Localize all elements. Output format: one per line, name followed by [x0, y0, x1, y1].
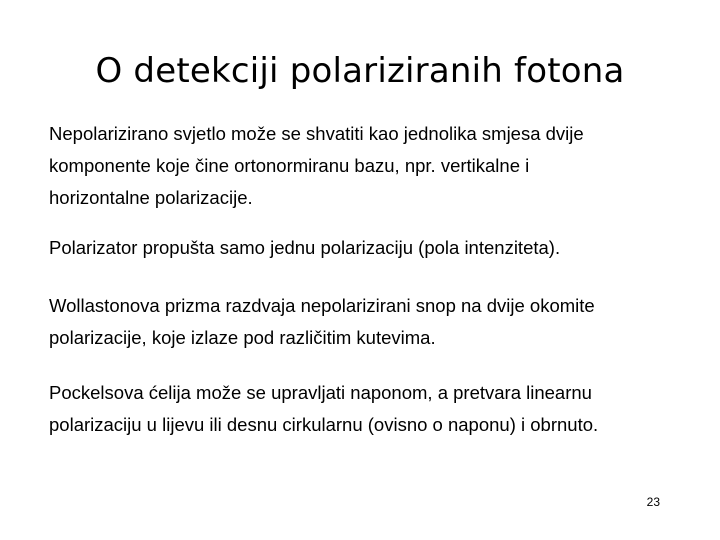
page-number: 23 [646, 495, 660, 509]
paragraph-line: horizontalne polarizacije. [49, 187, 253, 208]
paragraph-unpolarized-light [49, 118, 689, 214]
paragraph-line: Nepolarizirano svjetlo može se shvatiti kao jednolika smjesa dvije [49, 123, 584, 144]
slide-title: O detekciji polariziranih fotona [95, 51, 625, 91]
paragraph-line: polarizaciju u lijevu ili desnu cirkularnu (ovisno o naponu) i obrnuto. [49, 414, 599, 435]
paragraph-pockels-cell [49, 377, 689, 441]
paragraph-line: polarizacije, koje izlaze pod različitim kutevima. [49, 327, 436, 348]
paragraph-line: komponente koje čine ortonormiranu bazu, npr. vertikalne i [49, 155, 530, 176]
paragraph-polarizer [49, 232, 689, 264]
paragraph-wollaston-prism [49, 290, 689, 354]
paragraph-line: Polarizator propušta samo jednu polarizaciju (pola intenziteta). [49, 237, 561, 258]
paragraph-line: Wollastonova prizma razdvaja nepolarizirani snop na dvije okomite [49, 295, 595, 316]
paragraph-line: Pockelsova ćelija može se upravljati naponom, a pretvara linearnu [49, 382, 592, 403]
